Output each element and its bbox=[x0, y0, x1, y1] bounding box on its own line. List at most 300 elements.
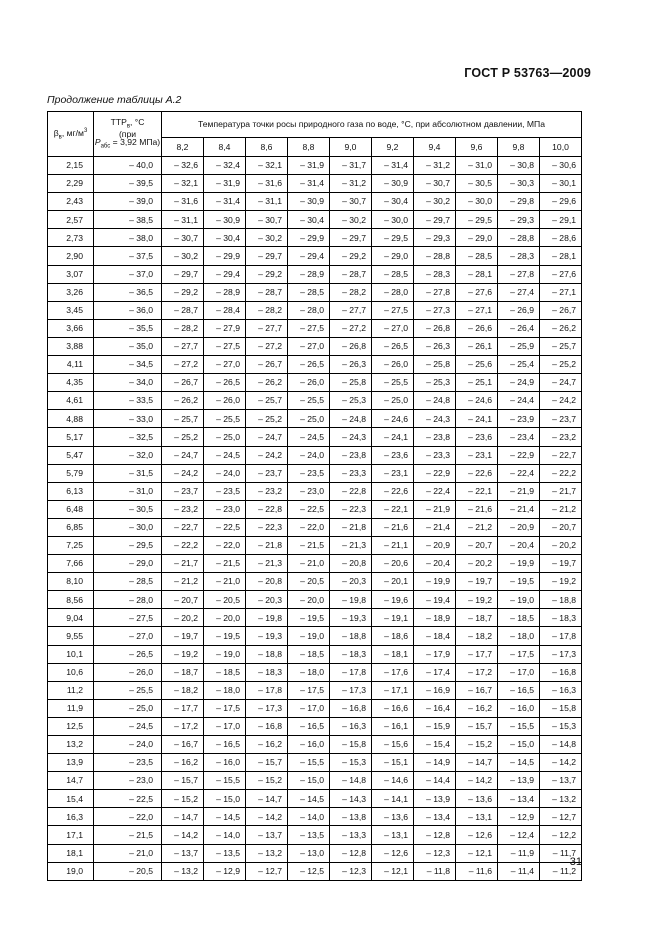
reference-dew-point-cell: – 30,0 bbox=[94, 518, 162, 536]
dew-point-cell: – 27,1 bbox=[540, 283, 582, 301]
dew-point-cell: – 17,3 bbox=[330, 681, 372, 699]
dew-point-cell: – 26,5 bbox=[288, 356, 330, 374]
dew-point-cell: – 19,9 bbox=[498, 555, 540, 573]
dew-point-cell: – 22,5 bbox=[288, 500, 330, 518]
dew-point-cell: – 22,1 bbox=[456, 482, 498, 500]
dew-point-cell: – 23,1 bbox=[372, 464, 414, 482]
dew-point-cell: – 26,8 bbox=[330, 337, 372, 355]
dew-point-cell: – 31,7 bbox=[330, 157, 372, 175]
dew-point-cell: – 21,7 bbox=[162, 555, 204, 573]
dew-point-cell: – 30,2 bbox=[162, 247, 204, 265]
dew-point-cell: – 19,7 bbox=[456, 573, 498, 591]
dew-point-cell: – 28,1 bbox=[456, 265, 498, 283]
dew-point-cell: – 27,6 bbox=[540, 265, 582, 283]
dew-point-cell: – 20,4 bbox=[414, 555, 456, 573]
dew-point-cell: – 18,5 bbox=[498, 609, 540, 627]
dew-point-cell: – 19,3 bbox=[246, 627, 288, 645]
dew-point-cell: – 28,2 bbox=[162, 319, 204, 337]
dew-point-cell: – 21,3 bbox=[330, 536, 372, 554]
dew-point-cell: – 17,8 bbox=[330, 663, 372, 681]
dew-point-cell: – 21,5 bbox=[288, 536, 330, 554]
dew-point-cell: – 20,2 bbox=[162, 609, 204, 627]
reference-dew-point-cell: – 32,0 bbox=[94, 446, 162, 464]
dew-point-cell: – 24,2 bbox=[540, 392, 582, 410]
dew-point-cell: – 30,1 bbox=[540, 175, 582, 193]
dew-point-cell: – 26,0 bbox=[372, 356, 414, 374]
water-content-cell: 9,55 bbox=[48, 627, 94, 645]
dew-point-cell: – 17,2 bbox=[456, 663, 498, 681]
reference-dew-point-cell: – 27,5 bbox=[94, 609, 162, 627]
dew-point-cell: – 17,2 bbox=[162, 717, 204, 735]
table-row bbox=[48, 663, 582, 681]
dew-point-cell: – 18,9 bbox=[414, 609, 456, 627]
dew-point-cell: – 14,8 bbox=[330, 772, 372, 790]
table-row bbox=[48, 790, 582, 808]
dew-point-cell: – 20,3 bbox=[330, 573, 372, 591]
dew-point-cell: – 30,9 bbox=[288, 193, 330, 211]
reference-dew-point-cell: – 39,0 bbox=[94, 193, 162, 211]
dew-point-cell: – 25,7 bbox=[246, 392, 288, 410]
reference-dew-point-cell: – 31,0 bbox=[94, 482, 162, 500]
dew-point-cell: – 28,3 bbox=[498, 247, 540, 265]
dew-point-cell: – 15,7 bbox=[246, 754, 288, 772]
dew-point-cell: – 19,6 bbox=[372, 591, 414, 609]
dew-point-cell: – 30,4 bbox=[372, 193, 414, 211]
dew-point-cell: – 27,2 bbox=[330, 319, 372, 337]
dew-point-cell: – 32,1 bbox=[162, 175, 204, 193]
dew-point-cell: – 20,8 bbox=[330, 555, 372, 573]
dew-point-cell: – 21,8 bbox=[330, 518, 372, 536]
table-row bbox=[48, 573, 582, 591]
dew-point-cell: – 24,5 bbox=[204, 446, 246, 464]
table-row bbox=[48, 772, 582, 790]
pressure-header-cell: 9,0 bbox=[330, 138, 372, 157]
dew-point-cell: – 25,6 bbox=[456, 356, 498, 374]
page-number: 31 bbox=[569, 856, 582, 868]
dew-point-cell: – 23,7 bbox=[162, 482, 204, 500]
dew-point-cell: – 15,4 bbox=[414, 736, 456, 754]
dew-point-cell: – 22,0 bbox=[288, 518, 330, 536]
water-content-cell: 9,04 bbox=[48, 609, 94, 627]
water-content-cell: 11,9 bbox=[48, 699, 94, 717]
dew-point-cell: – 21,3 bbox=[246, 555, 288, 573]
dew-point-cell: – 18,3 bbox=[246, 663, 288, 681]
dew-point-cell: – 24,0 bbox=[204, 464, 246, 482]
dew-point-cell: – 13,5 bbox=[288, 826, 330, 844]
dew-point-cell: – 19,2 bbox=[162, 645, 204, 663]
dew-point-cell: – 16,3 bbox=[540, 681, 582, 699]
dew-point-cell: – 29,2 bbox=[162, 283, 204, 301]
dew-point-cell: – 26,1 bbox=[456, 337, 498, 355]
dew-point-cell: – 22,5 bbox=[204, 518, 246, 536]
dew-point-cell: – 13,0 bbox=[288, 844, 330, 862]
reference-dew-point-cell: – 37,5 bbox=[94, 247, 162, 265]
dew-point-cell: – 24,1 bbox=[456, 410, 498, 428]
dew-point-cell: – 27,2 bbox=[162, 356, 204, 374]
table-row bbox=[48, 536, 582, 554]
dew-point-cell: – 16,7 bbox=[162, 736, 204, 754]
dew-point-cell: – 20,7 bbox=[162, 591, 204, 609]
reference-dew-point-cell: – 36,0 bbox=[94, 301, 162, 319]
dew-point-cell: – 12,2 bbox=[540, 826, 582, 844]
table-row bbox=[48, 591, 582, 609]
water-content-cell: 4,88 bbox=[48, 410, 94, 428]
reference-dew-point-cell: – 32,5 bbox=[94, 428, 162, 446]
dew-point-cell: – 22,7 bbox=[540, 446, 582, 464]
water-content-cell: 14,7 bbox=[48, 772, 94, 790]
dew-point-cell: – 14,4 bbox=[414, 772, 456, 790]
dew-point-cell: – 32,1 bbox=[246, 157, 288, 175]
dew-point-cell: – 31,2 bbox=[414, 157, 456, 175]
dew-point-cell: – 27,7 bbox=[330, 301, 372, 319]
dew-point-cell: – 17,8 bbox=[540, 627, 582, 645]
dew-point-cell: – 16,8 bbox=[330, 699, 372, 717]
dew-point-cell: – 15,2 bbox=[456, 736, 498, 754]
dew-point-cell: – 31,6 bbox=[246, 175, 288, 193]
dew-point-cell: – 11,6 bbox=[456, 862, 498, 880]
dew-point-cell: – 26,2 bbox=[162, 392, 204, 410]
dew-point-cell: – 14,2 bbox=[162, 826, 204, 844]
reference-dew-point-cell: – 34,5 bbox=[94, 356, 162, 374]
reference-dew-point-cell: – 39,5 bbox=[94, 175, 162, 193]
dew-point-cell: – 15,3 bbox=[540, 717, 582, 735]
dew-point-cell: – 16,2 bbox=[246, 736, 288, 754]
dew-point-cell: – 13,5 bbox=[204, 844, 246, 862]
dew-point-cell: – 24,2 bbox=[162, 464, 204, 482]
dew-point-cell: – 12,5 bbox=[288, 862, 330, 880]
dew-point-cell: – 26,7 bbox=[162, 374, 204, 392]
dew-point-cell: – 22,9 bbox=[414, 464, 456, 482]
dew-point-cell: – 19,8 bbox=[330, 591, 372, 609]
dew-point-cell: – 25,3 bbox=[330, 392, 372, 410]
dew-point-cell: – 28,2 bbox=[330, 283, 372, 301]
dew-point-cell: – 32,6 bbox=[162, 157, 204, 175]
dew-point-cell: – 18,8 bbox=[330, 627, 372, 645]
dew-point-cell: – 31,9 bbox=[204, 175, 246, 193]
dew-point-cell: – 13,8 bbox=[330, 808, 372, 826]
dew-point-cell: – 18,0 bbox=[204, 681, 246, 699]
pressure-header-cell: 8,4 bbox=[204, 138, 246, 157]
reference-dew-point-cell: – 35,0 bbox=[94, 337, 162, 355]
dew-point-cell: – 22,6 bbox=[456, 464, 498, 482]
dew-point-cell: – 16,0 bbox=[498, 699, 540, 717]
water-content-cell: 3,88 bbox=[48, 337, 94, 355]
dew-point-cell: – 14,9 bbox=[414, 754, 456, 772]
table-row bbox=[48, 754, 582, 772]
dew-point-cell: – 14,0 bbox=[204, 826, 246, 844]
dew-point-cell: – 26,7 bbox=[246, 356, 288, 374]
dew-point-cell: – 16,7 bbox=[456, 681, 498, 699]
dew-point-cell: – 18,2 bbox=[162, 681, 204, 699]
dew-point-cell: – 21,8 bbox=[246, 536, 288, 554]
dew-point-cell: – 23,2 bbox=[162, 500, 204, 518]
dew-point-cell: – 12,9 bbox=[204, 862, 246, 880]
dew-point-cell: – 27,5 bbox=[288, 319, 330, 337]
dew-point-cell: – 14,2 bbox=[540, 754, 582, 772]
dew-point-cell: – 26,5 bbox=[372, 337, 414, 355]
reference-dew-point-cell: – 36,5 bbox=[94, 283, 162, 301]
table-row bbox=[48, 736, 582, 754]
table-row bbox=[48, 283, 582, 301]
water-content-cell: 2,90 bbox=[48, 247, 94, 265]
dew-point-cell: – 21,2 bbox=[540, 500, 582, 518]
dew-point-cell: – 20,5 bbox=[288, 573, 330, 591]
dew-point-cell: – 18,2 bbox=[456, 627, 498, 645]
water-content-cell: 6,85 bbox=[48, 518, 94, 536]
dew-point-cell: – 15,1 bbox=[372, 754, 414, 772]
table-row bbox=[48, 482, 582, 500]
dew-point-cell: – 24,7 bbox=[246, 428, 288, 446]
dew-point-cell: – 13,3 bbox=[330, 826, 372, 844]
dew-point-cell: – 15,2 bbox=[246, 772, 288, 790]
dew-point-cell: – 19,1 bbox=[372, 609, 414, 627]
table-row bbox=[48, 826, 582, 844]
reference-dew-point-cell: – 28,5 bbox=[94, 573, 162, 591]
table-row bbox=[48, 555, 582, 573]
dew-point-cell: – 21,9 bbox=[498, 482, 540, 500]
dew-point-cell: – 20,4 bbox=[498, 536, 540, 554]
water-content-cell: 13,2 bbox=[48, 736, 94, 754]
dew-point-cell: – 13,2 bbox=[246, 844, 288, 862]
dew-point-cell: – 19,2 bbox=[456, 591, 498, 609]
dew-point-cell: – 23,0 bbox=[288, 482, 330, 500]
dew-point-cell: – 18,0 bbox=[288, 663, 330, 681]
col-header-dew-point-reference: $ТТР_в$, °С (при $Р_{абс} = 3,92$ МПа) bbox=[94, 112, 162, 157]
dew-point-cell: – 22,3 bbox=[330, 500, 372, 518]
dew-point-cell: – 28,9 bbox=[288, 265, 330, 283]
reference-dew-point-cell: – 21,5 bbox=[94, 826, 162, 844]
dew-point-cell: – 16,0 bbox=[288, 736, 330, 754]
dew-point-cell: – 29,6 bbox=[540, 193, 582, 211]
dew-point-cell: – 23,7 bbox=[246, 464, 288, 482]
dew-point-cell: – 17,3 bbox=[540, 645, 582, 663]
dew-point-cell: – 18,3 bbox=[330, 645, 372, 663]
water-content-cell: 12,5 bbox=[48, 717, 94, 735]
dew-point-cell: – 18,1 bbox=[372, 645, 414, 663]
water-content-cell: 3,07 bbox=[48, 265, 94, 283]
reference-dew-point-cell: – 23,5 bbox=[94, 754, 162, 772]
reference-dew-point-cell: – 40,0 bbox=[94, 157, 162, 175]
dew-point-cell: – 13,1 bbox=[372, 826, 414, 844]
dew-point-cell: – 32,4 bbox=[204, 157, 246, 175]
dew-point-cell: – 17,0 bbox=[204, 717, 246, 735]
dew-point-cell: – 30,2 bbox=[414, 193, 456, 211]
dew-point-cell: – 22,6 bbox=[372, 482, 414, 500]
dew-point-cell: – 27,4 bbox=[498, 283, 540, 301]
table-row bbox=[48, 464, 582, 482]
table-row bbox=[48, 518, 582, 536]
dew-point-cell: – 23,3 bbox=[330, 464, 372, 482]
table-row bbox=[48, 175, 582, 193]
dew-point-cell: – 27,9 bbox=[204, 319, 246, 337]
dew-point-cell: – 27,0 bbox=[204, 356, 246, 374]
dew-point-cell: – 13,1 bbox=[456, 808, 498, 826]
dew-point-cell: – 29,7 bbox=[414, 211, 456, 229]
dew-point-cell: – 15,7 bbox=[456, 717, 498, 735]
dew-point-cell: – 26,9 bbox=[498, 301, 540, 319]
table-row bbox=[48, 627, 582, 645]
dew-point-cell: – 25,8 bbox=[414, 356, 456, 374]
dew-point-cell: – 22,3 bbox=[246, 518, 288, 536]
dew-point-cell: – 29,5 bbox=[456, 211, 498, 229]
dew-point-cell: – 14,0 bbox=[288, 808, 330, 826]
dew-point-cell: – 14,5 bbox=[204, 808, 246, 826]
dew-point-cell: – 30,7 bbox=[246, 211, 288, 229]
dew-point-cell: – 29,5 bbox=[372, 229, 414, 247]
dew-point-cell: – 12,1 bbox=[456, 844, 498, 862]
dew-point-cell: – 23,8 bbox=[414, 428, 456, 446]
dew-point-cell: – 23,2 bbox=[540, 428, 582, 446]
dew-point-cell: – 18,5 bbox=[204, 663, 246, 681]
dew-point-cell: – 25,7 bbox=[162, 410, 204, 428]
dew-point-cell: – 28,0 bbox=[372, 283, 414, 301]
dew-point-cell: – 14,7 bbox=[162, 808, 204, 826]
water-content-cell: 5,47 bbox=[48, 446, 94, 464]
dew-point-cell: – 16,2 bbox=[456, 699, 498, 717]
dew-point-cell: – 30,7 bbox=[330, 193, 372, 211]
pressure-header-cell: 9,2 bbox=[372, 138, 414, 157]
reference-dew-point-cell: – 22,5 bbox=[94, 790, 162, 808]
dew-point-cell: – 19,0 bbox=[204, 645, 246, 663]
dew-point-cell: – 26,4 bbox=[498, 319, 540, 337]
dew-point-cell: – 31,4 bbox=[288, 175, 330, 193]
dew-point-cell: – 29,4 bbox=[204, 265, 246, 283]
dew-point-cell: – 20,0 bbox=[204, 609, 246, 627]
dew-point-cell: – 31,1 bbox=[162, 211, 204, 229]
dew-point-cell: – 29,0 bbox=[372, 247, 414, 265]
table-row bbox=[48, 500, 582, 518]
dew-point-cell: – 20,1 bbox=[372, 573, 414, 591]
table-row bbox=[48, 319, 582, 337]
dew-point-cell: – 31,0 bbox=[456, 157, 498, 175]
dew-point-cell: – 25,5 bbox=[372, 374, 414, 392]
dew-point-cell: – 26,0 bbox=[288, 374, 330, 392]
reference-dew-point-cell: – 29,0 bbox=[94, 555, 162, 573]
table-row bbox=[48, 609, 582, 627]
table-row bbox=[48, 717, 582, 735]
dew-point-cell: – 18,3 bbox=[540, 609, 582, 627]
dew-point-cell: – 25,4 bbox=[498, 356, 540, 374]
table-row bbox=[48, 301, 582, 319]
dew-point-cell: – 30,7 bbox=[162, 229, 204, 247]
dew-point-cell: – 13,2 bbox=[162, 862, 204, 880]
dew-point-cell: – 23,7 bbox=[540, 410, 582, 428]
dew-point-cell: – 29,8 bbox=[498, 193, 540, 211]
dew-point-cell: – 12,6 bbox=[456, 826, 498, 844]
dew-point-cell: – 31,4 bbox=[204, 193, 246, 211]
dew-point-cell: – 16,3 bbox=[330, 717, 372, 735]
table-row bbox=[48, 356, 582, 374]
dew-point-cell: – 15,8 bbox=[540, 699, 582, 717]
dew-point-cell: – 30,7 bbox=[414, 175, 456, 193]
table-row bbox=[48, 410, 582, 428]
dew-point-cell: – 23,5 bbox=[204, 482, 246, 500]
dew-point-cell: – 23,8 bbox=[330, 446, 372, 464]
water-content-cell: 3,45 bbox=[48, 301, 94, 319]
reference-dew-point-cell: – 31,5 bbox=[94, 464, 162, 482]
dew-point-cell: – 28,7 bbox=[246, 283, 288, 301]
dew-point-cell: – 17,5 bbox=[204, 699, 246, 717]
dew-point-cell: – 12,1 bbox=[372, 862, 414, 880]
dew-point-cell: – 28,5 bbox=[456, 247, 498, 265]
table-row bbox=[48, 211, 582, 229]
dew-point-cell: – 17,8 bbox=[246, 681, 288, 699]
dew-point-cell: – 12,3 bbox=[414, 844, 456, 862]
dew-point-cell: – 21,0 bbox=[204, 573, 246, 591]
dew-point-cell: – 23,3 bbox=[414, 446, 456, 464]
water-content-cell: 3,26 bbox=[48, 283, 94, 301]
dew-point-cell: – 18,8 bbox=[540, 591, 582, 609]
dew-point-cell: – 12,4 bbox=[498, 826, 540, 844]
reference-dew-point-cell: – 34,0 bbox=[94, 374, 162, 392]
dew-point-cell: – 28,5 bbox=[288, 283, 330, 301]
reference-dew-point-cell: – 26,5 bbox=[94, 645, 162, 663]
dew-point-cell: – 19,7 bbox=[162, 627, 204, 645]
table-row bbox=[48, 157, 582, 175]
dew-point-cell: – 27,0 bbox=[372, 319, 414, 337]
dew-point-cell: – 25,5 bbox=[204, 410, 246, 428]
water-content-cell: 4,11 bbox=[48, 356, 94, 374]
dew-point-cell: – 30,5 bbox=[456, 175, 498, 193]
reference-dew-point-cell: – 35,5 bbox=[94, 319, 162, 337]
dew-point-cell: – 16,5 bbox=[288, 717, 330, 735]
dew-point-cell: – 12,8 bbox=[330, 844, 372, 862]
dew-point-cell: – 23,1 bbox=[456, 446, 498, 464]
dew-point-cell: – 28,8 bbox=[498, 229, 540, 247]
reference-dew-point-cell: – 33,0 bbox=[94, 410, 162, 428]
dew-point-cell: – 19,3 bbox=[330, 609, 372, 627]
dew-point-cell: – 15,5 bbox=[498, 717, 540, 735]
dew-point-cell: – 29,7 bbox=[162, 265, 204, 283]
dew-point-cell: – 14,6 bbox=[372, 772, 414, 790]
dew-point-cell: – 20,6 bbox=[372, 555, 414, 573]
dew-point-cell: – 29,0 bbox=[456, 229, 498, 247]
dew-point-cell: – 20,7 bbox=[456, 536, 498, 554]
table-row bbox=[48, 844, 582, 862]
dew-point-cell: – 21,2 bbox=[456, 518, 498, 536]
dew-point-cell: – 18,4 bbox=[414, 627, 456, 645]
pressure-header-cell: 9,6 bbox=[456, 138, 498, 157]
dew-point-cell: – 29,9 bbox=[204, 247, 246, 265]
col-header-water-content: $\beta_в$, $мг/м^3$ bbox=[48, 112, 94, 157]
dew-point-cell: – 28,8 bbox=[414, 247, 456, 265]
dew-point-cell: – 16,2 bbox=[162, 754, 204, 772]
dew-point-cell: – 15,6 bbox=[372, 736, 414, 754]
dew-point-cell: – 20,2 bbox=[456, 555, 498, 573]
dew-point-cell: – 31,4 bbox=[372, 157, 414, 175]
dew-point-cell: – 17,7 bbox=[162, 699, 204, 717]
dew-point-cell: – 29,4 bbox=[288, 247, 330, 265]
dew-point-cell: – 13,2 bbox=[540, 790, 582, 808]
water-content-cell: 7,66 bbox=[48, 555, 94, 573]
dew-point-cell: – 27,6 bbox=[456, 283, 498, 301]
dew-point-cell: – 27,5 bbox=[372, 301, 414, 319]
water-content-cell: 8,56 bbox=[48, 591, 94, 609]
dew-point-cell: – 26,5 bbox=[204, 374, 246, 392]
dew-point-cell: – 12,8 bbox=[414, 826, 456, 844]
reference-dew-point-cell: – 38,0 bbox=[94, 229, 162, 247]
dew-point-cell: – 30,3 bbox=[498, 175, 540, 193]
pressure-header-cell: 10,0 bbox=[540, 138, 582, 157]
table-row bbox=[48, 681, 582, 699]
table-row bbox=[48, 446, 582, 464]
dew-point-cell: – 13,6 bbox=[372, 808, 414, 826]
dew-point-cell: – 26,6 bbox=[456, 319, 498, 337]
reference-dew-point-cell: – 25,0 bbox=[94, 699, 162, 717]
dew-point-cell: – 21,9 bbox=[414, 500, 456, 518]
dew-point-cell: – 11,2 bbox=[540, 862, 582, 880]
water-content-cell: 2,43 bbox=[48, 193, 94, 211]
